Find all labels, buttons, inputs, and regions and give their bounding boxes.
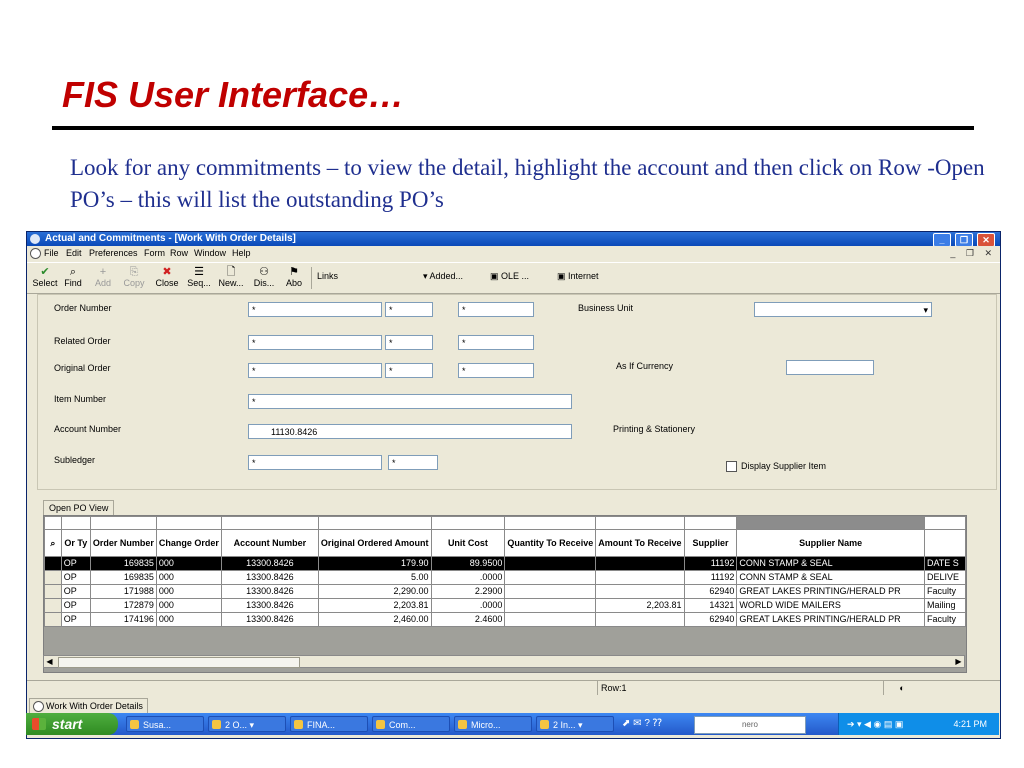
find-button[interactable] (61, 266, 85, 288)
original-order-label: Original Order (54, 363, 111, 373)
cell-supplier: 62940 (684, 585, 737, 599)
app-icon (130, 720, 139, 729)
original-order-type-field[interactable]: * (385, 363, 433, 378)
cell-supplier-name: WORLD WIDE MAILERS (737, 599, 925, 613)
cell-supplier: 14321 (684, 599, 737, 613)
new-icon: 🗋 (226, 266, 236, 278)
start-label: start (52, 716, 83, 732)
row-indicator: Row:1 (597, 681, 881, 695)
cell-change-order: 000 (156, 557, 221, 571)
subledger-type-field[interactable]: * (388, 455, 438, 470)
row-selector[interactable] (45, 599, 62, 613)
copy-icon: ⎘ (129, 266, 139, 278)
close-icon[interactable]: ✕ (977, 233, 995, 247)
cell-account-number: 13300.8426 (221, 571, 318, 585)
cell-remark: DELIVE (924, 571, 965, 585)
internet-label: Internet (568, 271, 599, 281)
cell-or-ty: OP (61, 613, 90, 627)
as-if-currency-field[interactable] (786, 360, 874, 375)
links-label[interactable]: Links (317, 271, 339, 281)
slide-title: FIS User Interface… (62, 74, 405, 115)
horizontal-scrollbar[interactable] (43, 655, 965, 668)
menu-file[interactable]: File (44, 248, 59, 258)
cell-order-number: 172879 (90, 599, 156, 613)
cell-unit-cost: 2.2900 (431, 585, 505, 599)
cell-account-number: 13300.8426 (221, 599, 318, 613)
maximize-icon[interactable]: ❐ (955, 233, 973, 247)
menu-form[interactable]: Form (144, 248, 165, 258)
open-po-table (44, 516, 966, 627)
display-supplier-item-checkbox[interactable] (726, 461, 737, 472)
sequence-icon: ☰ (194, 266, 204, 278)
clock: 4:21 PM (953, 719, 987, 729)
window-titlebar[interactable] (27, 232, 1000, 246)
table-row[interactable] (45, 585, 966, 599)
cell-remark: Faculty (924, 613, 965, 627)
cell-supplier-name: CONN STAMP & SEAL (737, 571, 925, 585)
row-selector[interactable] (45, 613, 62, 627)
cell-or-ty: OP (61, 571, 90, 585)
new-button[interactable] (215, 266, 247, 288)
related-order-field[interactable]: * (248, 335, 382, 350)
cell-remark: Mailing (924, 599, 965, 613)
cell-supplier: 62940 (684, 613, 737, 627)
scroll-right-icon[interactable]: ▶ (955, 657, 962, 666)
task-button-6[interactable]: 2 In... ▾ (536, 716, 614, 732)
cell-original-amount: 179.90 (318, 557, 431, 571)
cell-supplier: 11192 (684, 557, 737, 571)
cell-or-ty: OP (61, 557, 90, 571)
item-number-label: Item Number (54, 394, 107, 404)
cell-supplier-name: GREAT LAKES PRINTING/HERALD PR (737, 585, 925, 599)
col-header-supplier-name[interactable]: Supplier Name (737, 530, 925, 557)
cell-order-number: 169835 (90, 557, 156, 571)
document-icon (30, 248, 41, 259)
cell-original-amount: 5.00 (318, 571, 431, 585)
tab-open-po-view[interactable]: Open PO View (43, 500, 114, 515)
cell-order-number: 169835 (90, 571, 156, 585)
related-order-label: Related Order (54, 336, 111, 346)
cell-unit-cost: 2.4600 (431, 613, 505, 627)
cell-supplier-name: GREAT LAKES PRINTING/HERALD PR (737, 613, 925, 627)
col-header-order-number[interactable]: Order Number (90, 530, 156, 557)
cell-change-order: 000 (156, 613, 221, 627)
close-button[interactable] (151, 266, 183, 288)
title-divider (52, 126, 974, 130)
task-label: Com... (389, 720, 416, 730)
cell-quantity-to-receive (505, 585, 596, 599)
subledger-field[interactable]: * (248, 455, 382, 470)
toolbar-separator (311, 267, 312, 289)
cell-account-number: 13300.8426 (221, 585, 318, 599)
business-unit-select[interactable] (754, 302, 932, 317)
display-supplier-item-label: Display Supplier Item (741, 461, 827, 471)
app-icon (294, 720, 303, 729)
menu-bar (27, 246, 1000, 260)
task-label: 2 O... (225, 720, 248, 730)
copy-button[interactable] (119, 266, 149, 288)
close-label: Close (155, 278, 179, 288)
cell-change-order: 000 (156, 585, 221, 599)
bottom-tab-label: Work With Order Details (46, 701, 143, 711)
business-unit-label: Business Unit (578, 303, 634, 313)
original-order-field[interactable]: * (248, 363, 382, 378)
about-button[interactable] (281, 266, 307, 288)
cell-amount-to-receive (596, 585, 684, 599)
col-header-remark[interactable] (924, 530, 965, 557)
menu-help[interactable]: Help (232, 248, 251, 258)
display-button[interactable] (249, 266, 279, 288)
globe-icon: ◐ (883, 681, 917, 695)
menu-row[interactable]: Row (170, 248, 189, 258)
open-po-grid (43, 515, 967, 673)
app-window (26, 231, 1001, 739)
task-label: Micro... (471, 720, 501, 730)
cell-account-number: 13300.8426 (221, 613, 318, 627)
added-label: Added... (429, 271, 464, 281)
about-label: Abo (285, 278, 302, 288)
window-title: Actual and Commitments - [Work With Order Details] (45, 233, 296, 244)
task-button-1[interactable] (126, 716, 204, 732)
order-number-label: Order Number (54, 303, 112, 313)
related-order-type-field[interactable]: * (385, 335, 433, 350)
cell-order-number: 174196 (90, 613, 156, 627)
table-row[interactable] (45, 599, 966, 613)
document-icon (33, 701, 44, 712)
order-number-field[interactable]: * (248, 302, 382, 317)
cell-original-amount: 2,290.00 (318, 585, 431, 599)
app-icon (212, 720, 221, 729)
about-icon: ⚑ (289, 266, 299, 278)
start-button[interactable] (26, 713, 118, 735)
status-bar (27, 680, 1000, 695)
new-label: New... (218, 278, 244, 288)
display-label: Dis... (253, 278, 275, 288)
sequence-label: Seq... (187, 278, 211, 288)
col-header-quantity-to-receive[interactable]: Quantity To Receive (505, 530, 596, 557)
cell-amount-to-receive (596, 557, 684, 571)
cell-supplier: 11192 (684, 571, 737, 585)
quicklaunch-icons[interactable]: ⬈ ✉ ? ⁇ (622, 718, 662, 729)
grid-header-spacer (45, 517, 966, 530)
col-header-unit-cost[interactable]: Unit Cost (431, 530, 505, 557)
task-label: Susa... (143, 720, 172, 730)
app-icon (30, 234, 40, 244)
cell-change-order: 000 (156, 599, 221, 613)
binoculars-icon: ⌕ (69, 266, 77, 278)
nero-search-box[interactable] (694, 716, 806, 734)
tray-icons[interactable]: ➔ ▾ ◀ ◉ ▤ ▣ (847, 719, 904, 729)
system-tray (838, 713, 999, 735)
cell-remark: Faculty (924, 585, 965, 599)
display-icon: ⚇ (259, 266, 269, 278)
sequence-button[interactable] (185, 266, 213, 288)
scroll-thumb[interactable] (58, 657, 300, 668)
order-type-field[interactable]: * (385, 302, 433, 317)
checkmark-icon: ✔ (40, 266, 50, 278)
scroll-left-icon[interactable]: ◀ (46, 657, 53, 666)
search-form (37, 294, 997, 490)
table-row[interactable] (45, 557, 966, 571)
task-label: 2 In... (553, 720, 576, 730)
col-header-account-number[interactable]: Account Number (221, 530, 318, 557)
nero-label: nero (741, 720, 758, 729)
related-order-company-field[interactable]: * (458, 335, 534, 350)
col-header-supplier[interactable]: Supplier (684, 530, 737, 557)
cell-amount-to-receive (596, 613, 684, 627)
task-button-5[interactable] (454, 716, 532, 732)
cell-quantity-to-receive (505, 557, 596, 571)
find-label: Find (64, 278, 82, 288)
subledger-label: Subledger (54, 455, 96, 465)
original-order-company-field[interactable]: * (458, 363, 534, 378)
col-header-amount-to-receive[interactable]: Amount To Receive (596, 530, 684, 557)
minimize-icon[interactable]: _ (933, 233, 951, 247)
cell-supplier-name: CONN STAMP & SEAL (737, 557, 925, 571)
cell-quantity-to-receive (505, 599, 596, 613)
cell-remark: DATE S (924, 557, 965, 571)
select-label: Select (32, 278, 58, 288)
cell-amount-to-receive: 2,203.81 (596, 599, 684, 613)
cell-account-number: 13300.8426 (221, 557, 318, 571)
col-header-or-ty[interactable]: Or Ty (61, 530, 90, 557)
task-label: FINA... (307, 720, 336, 730)
cell-unit-cost: .0000 (431, 571, 505, 585)
added-menu[interactable]: ▾ Added... (423, 271, 464, 281)
col-header-change-order[interactable]: Change Order (156, 530, 221, 557)
copy-label: Copy (123, 278, 145, 288)
internet-button[interactable]: ▣ Internet (557, 271, 599, 281)
cell-order-number: 171988 (90, 585, 156, 599)
row-selector[interactable] (45, 557, 62, 571)
item-number-field[interactable]: * (248, 394, 572, 409)
windows-logo-icon (32, 718, 46, 730)
row-header-corner[interactable] (45, 530, 62, 557)
add-label: Add (94, 278, 111, 288)
task-button-2[interactable]: 2 O... ▾ (208, 716, 286, 732)
menu-preferences[interactable]: Preferences (89, 248, 138, 258)
account-number-field[interactable]: 11130.8426 (248, 424, 572, 439)
cell-original-amount: 2,203.81 (318, 599, 431, 613)
x-icon: ✖ (162, 266, 172, 278)
account-description: Printing & Stationery (613, 424, 696, 434)
menu-window[interactable]: Window (194, 248, 227, 258)
slide-body-text: Look for any commitments – to view the detail, highlight the account and then click on Row -Open PO’s – this will list the outstanding PO’s (70, 155, 985, 212)
cell-unit-cost: 89.9500 (431, 557, 505, 571)
as-if-currency-label: As If Currency (616, 361, 674, 371)
menu-edit[interactable]: Edit (66, 248, 82, 258)
toolbar (27, 262, 1000, 294)
app-icon (540, 720, 549, 729)
taskbar (26, 713, 999, 735)
cell-quantity-to-receive (505, 613, 596, 627)
order-company-field[interactable]: * (458, 302, 534, 317)
grid-search-icon: ⌕ (50, 537, 56, 548)
app-icon (376, 720, 385, 729)
mdi-window-controls[interactable]: _ ❐ ✕ (950, 248, 996, 258)
task-button-4[interactable] (372, 716, 450, 732)
table-row[interactable] (45, 613, 966, 627)
select-button[interactable] (31, 266, 59, 288)
row-selector[interactable] (45, 585, 62, 599)
cell-unit-cost: .0000 (431, 599, 505, 613)
ole-label: OLE ... (501, 271, 530, 281)
account-number-label: Account Number (54, 424, 122, 434)
row-selector[interactable] (45, 571, 62, 585)
table-row[interactable] (45, 571, 966, 585)
app-icon (458, 720, 467, 729)
cell-quantity-to-receive (505, 571, 596, 585)
cell-change-order: 000 (156, 571, 221, 585)
cell-original-amount: 2,460.00 (318, 613, 431, 627)
add-button[interactable] (91, 266, 115, 288)
cell-or-ty: OP (61, 599, 90, 613)
task-button-3[interactable] (290, 716, 368, 732)
cell-or-ty: OP (61, 585, 90, 599)
tab-work-with-order-details[interactable] (29, 698, 148, 713)
plus-icon: + (99, 266, 107, 278)
col-header-original-amount[interactable]: Original Ordered Amount (318, 530, 431, 557)
cell-amount-to-receive (596, 571, 684, 585)
ole-button[interactable]: ▣ OLE ... (490, 271, 530, 281)
grid-header-row (45, 530, 966, 557)
